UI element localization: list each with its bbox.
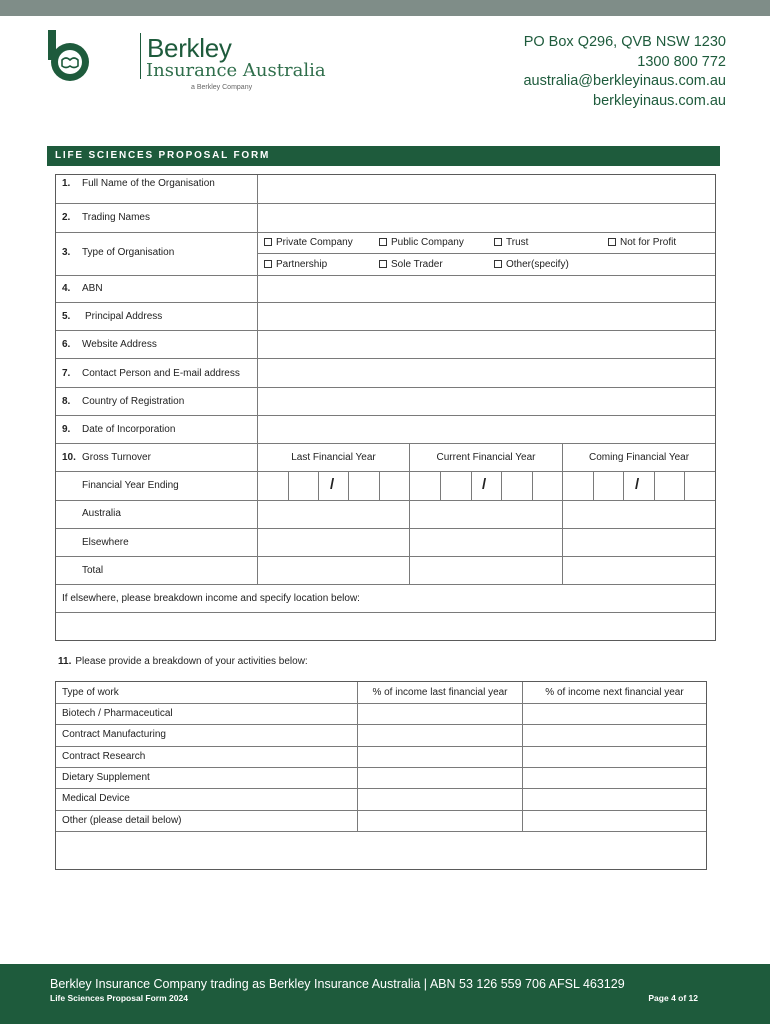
option-private-company[interactable]: Private Company <box>264 237 353 249</box>
checkbox-icon[interactable] <box>264 238 272 246</box>
header-income-last-year: % of income last financial year <box>372 687 508 698</box>
top-bar <box>0 0 770 16</box>
company-logo <box>47 30 326 96</box>
col-current-financial-year: Current Financial Year <box>436 452 536 463</box>
activity-row: Other (please detail below) <box>62 815 182 826</box>
income-next-year-column[interactable] <box>523 704 706 831</box>
date-separator: / <box>635 476 640 493</box>
col-last-financial-year: Last Financial Year <box>291 452 376 463</box>
trading-names-field[interactable] <box>258 204 715 232</box>
checkbox-icon[interactable] <box>264 260 272 268</box>
turnover-cell[interactable] <box>410 529 562 556</box>
option-other-specify[interactable]: Other(specify) <box>494 259 569 271</box>
contact-website[interactable]: berkleyinaus.com.au <box>593 92 726 109</box>
date-separator: / <box>330 476 335 493</box>
contact-address: PO Box Q296, QVB NSW 1230 <box>523 34 726 50</box>
organisation-name-field[interactable] <box>258 175 715 203</box>
row-financial-year-ending: Financial Year Ending <box>82 480 179 491</box>
brand-subtitle: Insurance Australia <box>146 60 326 81</box>
activity-row: Medical Device <box>62 793 130 804</box>
berkley-logo-icon <box>47 30 91 82</box>
q1-label: 1. Full Name of the Organisation <box>62 178 215 189</box>
row-total: Total <box>82 565 104 576</box>
contact-phone: 1300 800 772 <box>637 53 726 70</box>
option-trust[interactable]: Trust <box>494 237 528 249</box>
activity-row: Contract Research <box>62 751 146 762</box>
q6-label: 6. Website Address <box>62 339 157 350</box>
checkbox-icon[interactable] <box>608 238 616 246</box>
turnover-cell[interactable] <box>258 501 409 528</box>
header-type-of-work: Type of work <box>62 687 119 698</box>
footer-page-number: Page 4 of 12 <box>648 993 698 1003</box>
q3-label: 3. Type of Organisation <box>62 247 175 258</box>
brand-name: Berkley <box>147 33 232 63</box>
principal-address-field[interactable] <box>258 303 715 330</box>
turnover-cell[interactable] <box>563 529 715 556</box>
other-detail-field[interactable] <box>56 832 706 869</box>
q2-label: 2. Trading Names <box>62 212 150 223</box>
abn-field[interactable] <box>258 276 715 302</box>
logo-divider <box>140 33 141 79</box>
turnover-cell[interactable] <box>410 501 562 528</box>
brand-tagline: a Berkley Company <box>191 84 253 91</box>
turnover-cell[interactable] <box>563 501 715 528</box>
header-income-next-year: % of income next financial year <box>545 687 684 698</box>
option-partnership[interactable]: Partnership <box>264 259 327 271</box>
q5-label: 5. Principal Address <box>62 311 163 322</box>
row-australia: Australia <box>82 508 121 519</box>
activities-table <box>55 681 707 870</box>
checkbox-icon[interactable] <box>494 238 502 246</box>
q8-label: 8. Country of Registration <box>62 396 185 407</box>
q9-label: 9. Date of Incorporation <box>62 424 176 435</box>
contact-person-field[interactable] <box>258 359 715 387</box>
country-registration-field[interactable] <box>258 388 715 415</box>
contact-email[interactable]: australia@berkleyinaus.com.au <box>523 73 726 89</box>
income-last-year-column[interactable] <box>358 704 522 831</box>
activity-row: Biotech / Pharmaceutical <box>62 708 173 719</box>
elsewhere-note: If elsewhere, please breakdown income and specify location below: <box>62 593 360 604</box>
option-not-for-profit[interactable]: Not for Profit <box>608 237 676 249</box>
checkbox-icon[interactable] <box>379 238 387 246</box>
checkbox-icon[interactable] <box>379 260 387 268</box>
col-coming-financial-year: Coming Financial Year <box>588 452 690 463</box>
turnover-cell[interactable] <box>410 557 562 584</box>
turnover-cell[interactable] <box>258 529 409 556</box>
footer-form-name: Life Sciences Proposal Form 2024 <box>50 993 188 1003</box>
turnover-cell[interactable] <box>563 557 715 584</box>
turnover-cell[interactable] <box>258 557 409 584</box>
option-public-company[interactable]: Public Company <box>379 237 464 249</box>
footer-company-info: Berkley Insurance Company trading as Berkley Insurance Australia | ABN 53 126 559 706 AFSL 463129 <box>50 977 625 991</box>
section-title: LIFE SCIENCES PROPOSAL FORM <box>47 146 720 166</box>
page-footer <box>0 964 770 1024</box>
activity-row: Dietary Supplement <box>62 772 150 783</box>
q7-label: 7. Contact Person and E-mail address <box>62 368 240 379</box>
checkbox-icon[interactable] <box>494 260 502 268</box>
website-address-field[interactable] <box>258 331 715 358</box>
q4-label: 4. ABN <box>62 283 103 294</box>
option-sole-trader[interactable]: Sole Trader <box>379 259 443 271</box>
q10-label: 10. Gross Turnover <box>62 452 151 463</box>
q11-prompt: 11. Please provide a breakdown of your activities below: <box>58 656 308 667</box>
row-elsewhere: Elsewhere <box>82 537 129 548</box>
incorporation-date-field[interactable] <box>258 416 715 443</box>
date-separator: / <box>482 476 487 493</box>
contact-block <box>523 33 726 111</box>
elsewhere-breakdown-field[interactable] <box>56 613 715 640</box>
activity-row: Contract Manufacturing <box>62 729 166 740</box>
proposal-form-table <box>55 174 716 641</box>
